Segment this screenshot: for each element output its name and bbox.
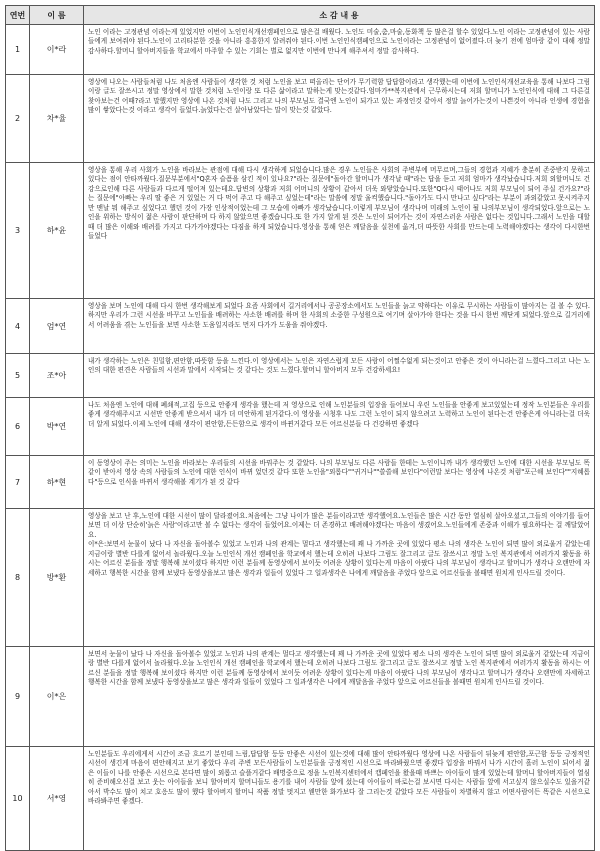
row-paragraph: 보면서 눈물이 났다 나 자신을 돌아볼수 있었고 노인과 나의 관계는 멀다고 생각했는데 꽤 나 가까운 곳에 있었다 평소 나의 생각은 노인이 되면 많이 외로울거 같았는데 지금이랑 별반 다를게 없어서 놀라웠다.오늘 노인인식 개선 캠페인을 학교에서 했는데 오히려 나보다 그림도 잘그리고 글도 잘쓰시고 정말 노인 복지관에서 여러가지 활동을 하시는 어르신 분들을 정말 행복해 보이셨다 하지만 이런 분들께 동영상에서 보이듯 어려운 상황이 있다는게 마음이 아팠다 나의 부모님이 생각나고 할머니가 생각나 오랜만에 자세하고 행복한 시간을 함께 보냈다 동영상을보고 많은 생각과 일들이 있었다 그 일과생각은 나에게 깨달음을 주었다 앞으로 어르신들을 볼때면 원치게 인사드릴 것이다. (88, 650, 590, 687)
row-paragraph: 영상을 통해 우리 사회가 노인을 바라보는 관점에 대해 다시 생각하게 되었습니다.많은 경우 노인들은 사회의 주변부에 머무르며,그들의 경험과 지혜가 충분히 존중받지 못하고 있다는 점이 안타까웠다.질문부분에서"Q혼자 슬픔을 삼킨 적이 있나요?"라는 질문에"돌아간 할머니가 생각날 때"라는 답을 듣고 저희 엄마가 생각났습니다.저희 외할머니도 건강으로인해 다른 사람들과 다르게 떨어져 있는데요.답변의 상황과 저희 어머니의 상황이 같아서 더욱 와닿았습니다.또한"Q다시 태어나도 저희 부모님이 되어 주실 건가요?"라는 질문에"아빠는 우리 딸 좋은 거 있었는 거 다 먹어 주고 다 해주고 싶었는데"라는 말씀에 정말 울컥했습니다."돌아가도 다시 만나고 싶다"라는 부분이 과외같았고 못시켜주지만 맨날 뭐 해주고 싶었다고 했던 것이 가장 인상적이었는데 그 모습에 아빠가 생각났습니다.이렇게 부모님이 생각나며 미래의 노인이 될 나의부모님이 생각되었다.앞으로는 노인을 위하는 방식이 젊은 사람이 판단하며 다 하지 않았으면 좋겠습니다.또 한 가지 알게 된 것은 노인이 되어가는 것이 자연스러운 사람은 없다는 것입니다.그래서 노인을 대할 때 더 많은 이해와 배려를 가지고 다가가야겠다는 다짐을 하게 되었습니다.영상을 통해 얻은 깨달음을 실천에 옮겨,더 따뜻한 사회를 만드는데 노력해야겠다는 생각이 다시한번 들었다 (88, 166, 590, 241)
table-row (6, 75, 595, 163)
row-number: 5 (6, 354, 30, 398)
row-content (84, 456, 595, 509)
row-number: 1 (6, 25, 30, 75)
header-content: 소 감 내 용 (84, 6, 595, 25)
table-row (6, 647, 595, 747)
row-content (84, 647, 595, 747)
row-content (84, 299, 595, 354)
row-number: 9 (6, 647, 30, 747)
row-content (84, 163, 595, 299)
table-row (6, 354, 595, 398)
row-paragraph: 영상을 보고 난 후,노인에 대한 시선이 많이 달라졌어요.처음에는 그냥 나이가 많은 분들이라고만 생각했어요.노인들은 많은 시간 동안 열심히 살아오셨고,그들의 이야기를 들어보면 더 이상 단순히'늙은 사람'이라고만 볼 수 없다는 생각이 들었어요.이제는 더 존경하고 배려해야겠다는 마음이 생겼어요.노인들에게 존중과 이해가 필요하다는 걸 깨달았어요. (88, 512, 590, 539)
row-content (84, 747, 595, 851)
table-row (6, 509, 595, 647)
row-content (84, 398, 595, 456)
reflection-table (5, 5, 595, 851)
table-row (6, 456, 595, 509)
table-row (6, 25, 595, 75)
row-number: 8 (6, 509, 30, 647)
row-name: 방*환 (30, 509, 84, 647)
row-content (84, 25, 595, 75)
row-name: 박*연 (30, 398, 84, 456)
row-paragraph: 이 동영상이 주는 의미는 노인을 바라보는 우리들의 시선을 바꿔주는 것 같았다. 나의 부모님도 다른 사람들 한테는 노인이니까 내가 생각했던 노인에 대한 시선을 부모님도 똑같이 받아서 영상 속의 사람들의 노인에 대한 인식이 바뀌 었던것 같다 또한 노인을"외롭다""귀거나""쓸쓸해 보인다"이런말 보다는 영상에 나온것 처럼"포근해 보인다""지혜롭다"등으로 인식을 바뀌서 생각해볼 계기가 된 것 같다 (88, 459, 590, 486)
row-name: 하*윤 (30, 163, 84, 299)
row-name: 이*라 (30, 25, 84, 75)
row-name: 조*아 (30, 354, 84, 398)
row-content (84, 354, 595, 398)
table-row (6, 163, 595, 299)
row-paragraph: 노인분들도 우리에게서 시간이 조금 흐르기 분인데 느림,답답함 등등 안좋은 시선이 있는것에 대해 많이 안타까웠다 영상에 나온 사람들이 뒤늦게 편안함,포근함 등등 긍정적인 시선이 생긴게 마음이 편안해지고 보기 좋았다 우리 주변 모든사람들이 노인분들을 긍정적인 시선으로 바라봐줬으면 좋겠다 입장을 바꿔서 나가 시간이 흘러 노인이 되어서 젊은 이들이 나를 안좋은 시선으로 본다면 많이 외롭고 슬플거같다 배명중으로 정을 노인복지센터에서 캡페인을 왔을때 바쁘는 아이들이 많게 있었는데 할머니 할아버지들이 열심히 준비해오신걸 보고 웃는 아이들을 보니 할아버지 할머니들도 용기를 내어 사람들 앞에 섰는데 아이들이 바로는걸 보시면 다시는 사람들 앞에 서고싶지 않으실수도 있을거같아서 박수도 많이 치고 호응도 많이 했다 할아버지 할머니 작품 정말 멋지고 웬만한 화가보다 잘 그리는것 같았다 모든 사람들이 차별하지 않고 어떤사람이든 똑같은 시선으로 바라봐주면 좋겠다. (88, 750, 590, 806)
table-row (6, 299, 595, 354)
row-content (84, 509, 595, 647)
row-number: 7 (6, 456, 30, 509)
header-name: 이 름 (30, 6, 84, 25)
row-number: 2 (6, 75, 30, 163)
row-name: 차*율 (30, 75, 84, 163)
row-name: 하*현 (30, 456, 84, 509)
row-paragraph: 나도 처음엔 노인에 대해 폐쇄적,고집 등으로 안좋게 생각을 했는데 저 영상으로 인해 노인분들의 입장을 들어보니 우린 노인들을 안좋게 보고있었는데 정작 노인분들은 우리를 좋게 생각해주시고 시선만 안좋게 받으셔서 내가 더 미안하게 된거같다.이 영상을 시청후 나도 그런 노인이 되지 않으려고 노력하고 노인이 된다는건 안좋은게 아니라는걸 더욱 더 알게 되었다.이제 노인에 대해 생각이 편안함,든든함으로 생각이 바뀐거같다 모든 어르신분들 다 건강하면 좋겠다 (88, 401, 590, 428)
row-number: 10 (6, 747, 30, 851)
row-number: 4 (6, 299, 30, 354)
row-name: 엄*연 (30, 299, 84, 354)
row-paragraph: 노인 이라는 고정관념 이라는게 있었지만 이번이 노인인식개선캠페인으로 많은걸 배웠다. 노인도 미술,춤,마술,동화책 등 많은걸 할수 있었다.노인 이라는 고정관념이 있는 사람들에게 보여줘야 된다.노인이 고리타분한 것을 아니라 흥흥한지 알려줘야 된다.이번 노인인식캠페인으로 노인이라는 고정관념이 없어졌다.더 늦기 전에 엄마랑 같이 대해 정말 감사하다.할머니 할아버지들을 학교에서 마주할 수 있는 기회는 별로 없지만 이번에 만나게 해주셔서 정말 감사하다. (88, 28, 590, 55)
reflection-document (5, 5, 595, 851)
row-number: 6 (6, 398, 30, 456)
row-paragraph: 영상을 보며 노인에 대해 다시 한번 생각해보게 되었다 요즘 사회에서 길거리에서나 공공장소에서도 노인들을 늙고 약하다는 이유로 무시하는 사람들이 많아지는 걸 볼 수 있다.하지만 우리가 그런 시선을 바꾸고 노인들을 배려하는 사소한 배려를 하며 한 사회의 소중한 구성원으로 여기며 살아가야 한다는 것을 다시 한번 깨닫게 되었다.앞으로 길거리에서 어려움을 겪는 노인들을 보면 사소한 도움일지라도 먼저 다가가 도움을 줘야겠다. (88, 302, 590, 329)
row-paragraph: 영상에 나오는 사람들처럼 나도 처음엔 사람들이 생각한 것 처럼 노인을 보고 떠올리는 단어가 무기력함 답답함이라고 생각했는데 이번에 노인인식개선교육을 통해 나보다 그림이랑 글도 잘쓰시고 정말 영상에서 말한 것처럼 노인이랑 또 다른 삶이라고 말하는게 맞는것같다.엄마가**복지관에서 근무하시는데 저희 할머니가 노인인식에 대해 그 다른걸 찾아보는건 어때?라고 말했지만 영상에 나온 것처럼 나도 그리고 나의 부모님도 결국엔 노인이 되가고 있는 과정인것 같아서 정말 늙어가는것이 나쁜것이 아니라 인생에 경험을 많이 쌓았다는것 이라고 생각이 들었다.늙었다는건 살아남았다는 말이 맞는것 같았다. (88, 78, 590, 115)
table-row (6, 398, 595, 456)
row-content (84, 75, 595, 163)
row-paragraph: 이*은:보면서 눈물이 났다 나 자신을 돌아볼수 있었고 노인과 나의 관계는 멀다고 생각했는데 꽤 나 가까운 곳에 있었다 평소 나의 생각은 노인이 되면 많이 외로울거 같았는데 지금이랑 별반 다를게 없어서 놀라웠다.오늘 노인인식 개선 캠페인을 학교에서 했는데 오히려 나보다 그림도 잘그리고 글도 잘쓰시고 정말 노인 복지관에서 여러가지 활동을 하시는 어르신 분들을 정말 행복해 보이셨다 하지만 이런 분들께 동영상에서 보이듯 어려운 상황이 있다는게 마음이 아팠다 나의 부모님이 생각나고 할머니가 생각나 오랜만에 자세하고 행복한 시간을 함께 보냈다 동영상을보고 많은 생각과 일들이 있었다 그 일과생각은 나에게 깨달음을 주었다 앞으로 어르신들을 볼때면 원치게 인사드릴 것이다. (88, 540, 590, 577)
row-number: 3 (6, 163, 30, 299)
row-name: 서*영 (30, 747, 84, 851)
header-number: 연번 (6, 6, 30, 25)
row-paragraph: 내가 생각하는 노인은 친밀함,편안함,따뜻함 등을 느낀다.이 영상에서는 노인은 자연스럽게 모든 사람이 어쩔수없게 되는것이고 안좋은 것이 아니라는걸 느꼈다.그리고 나는 노인의 대한 편견은 사람들의 시선과 말에서 시작되는 것 같다는 것도 느꼈다.할머니 할아버지 모두 건강하세요! (88, 357, 590, 375)
row-name: 이*은 (30, 647, 84, 747)
table-header-row (6, 6, 595, 25)
table-row (6, 747, 595, 851)
